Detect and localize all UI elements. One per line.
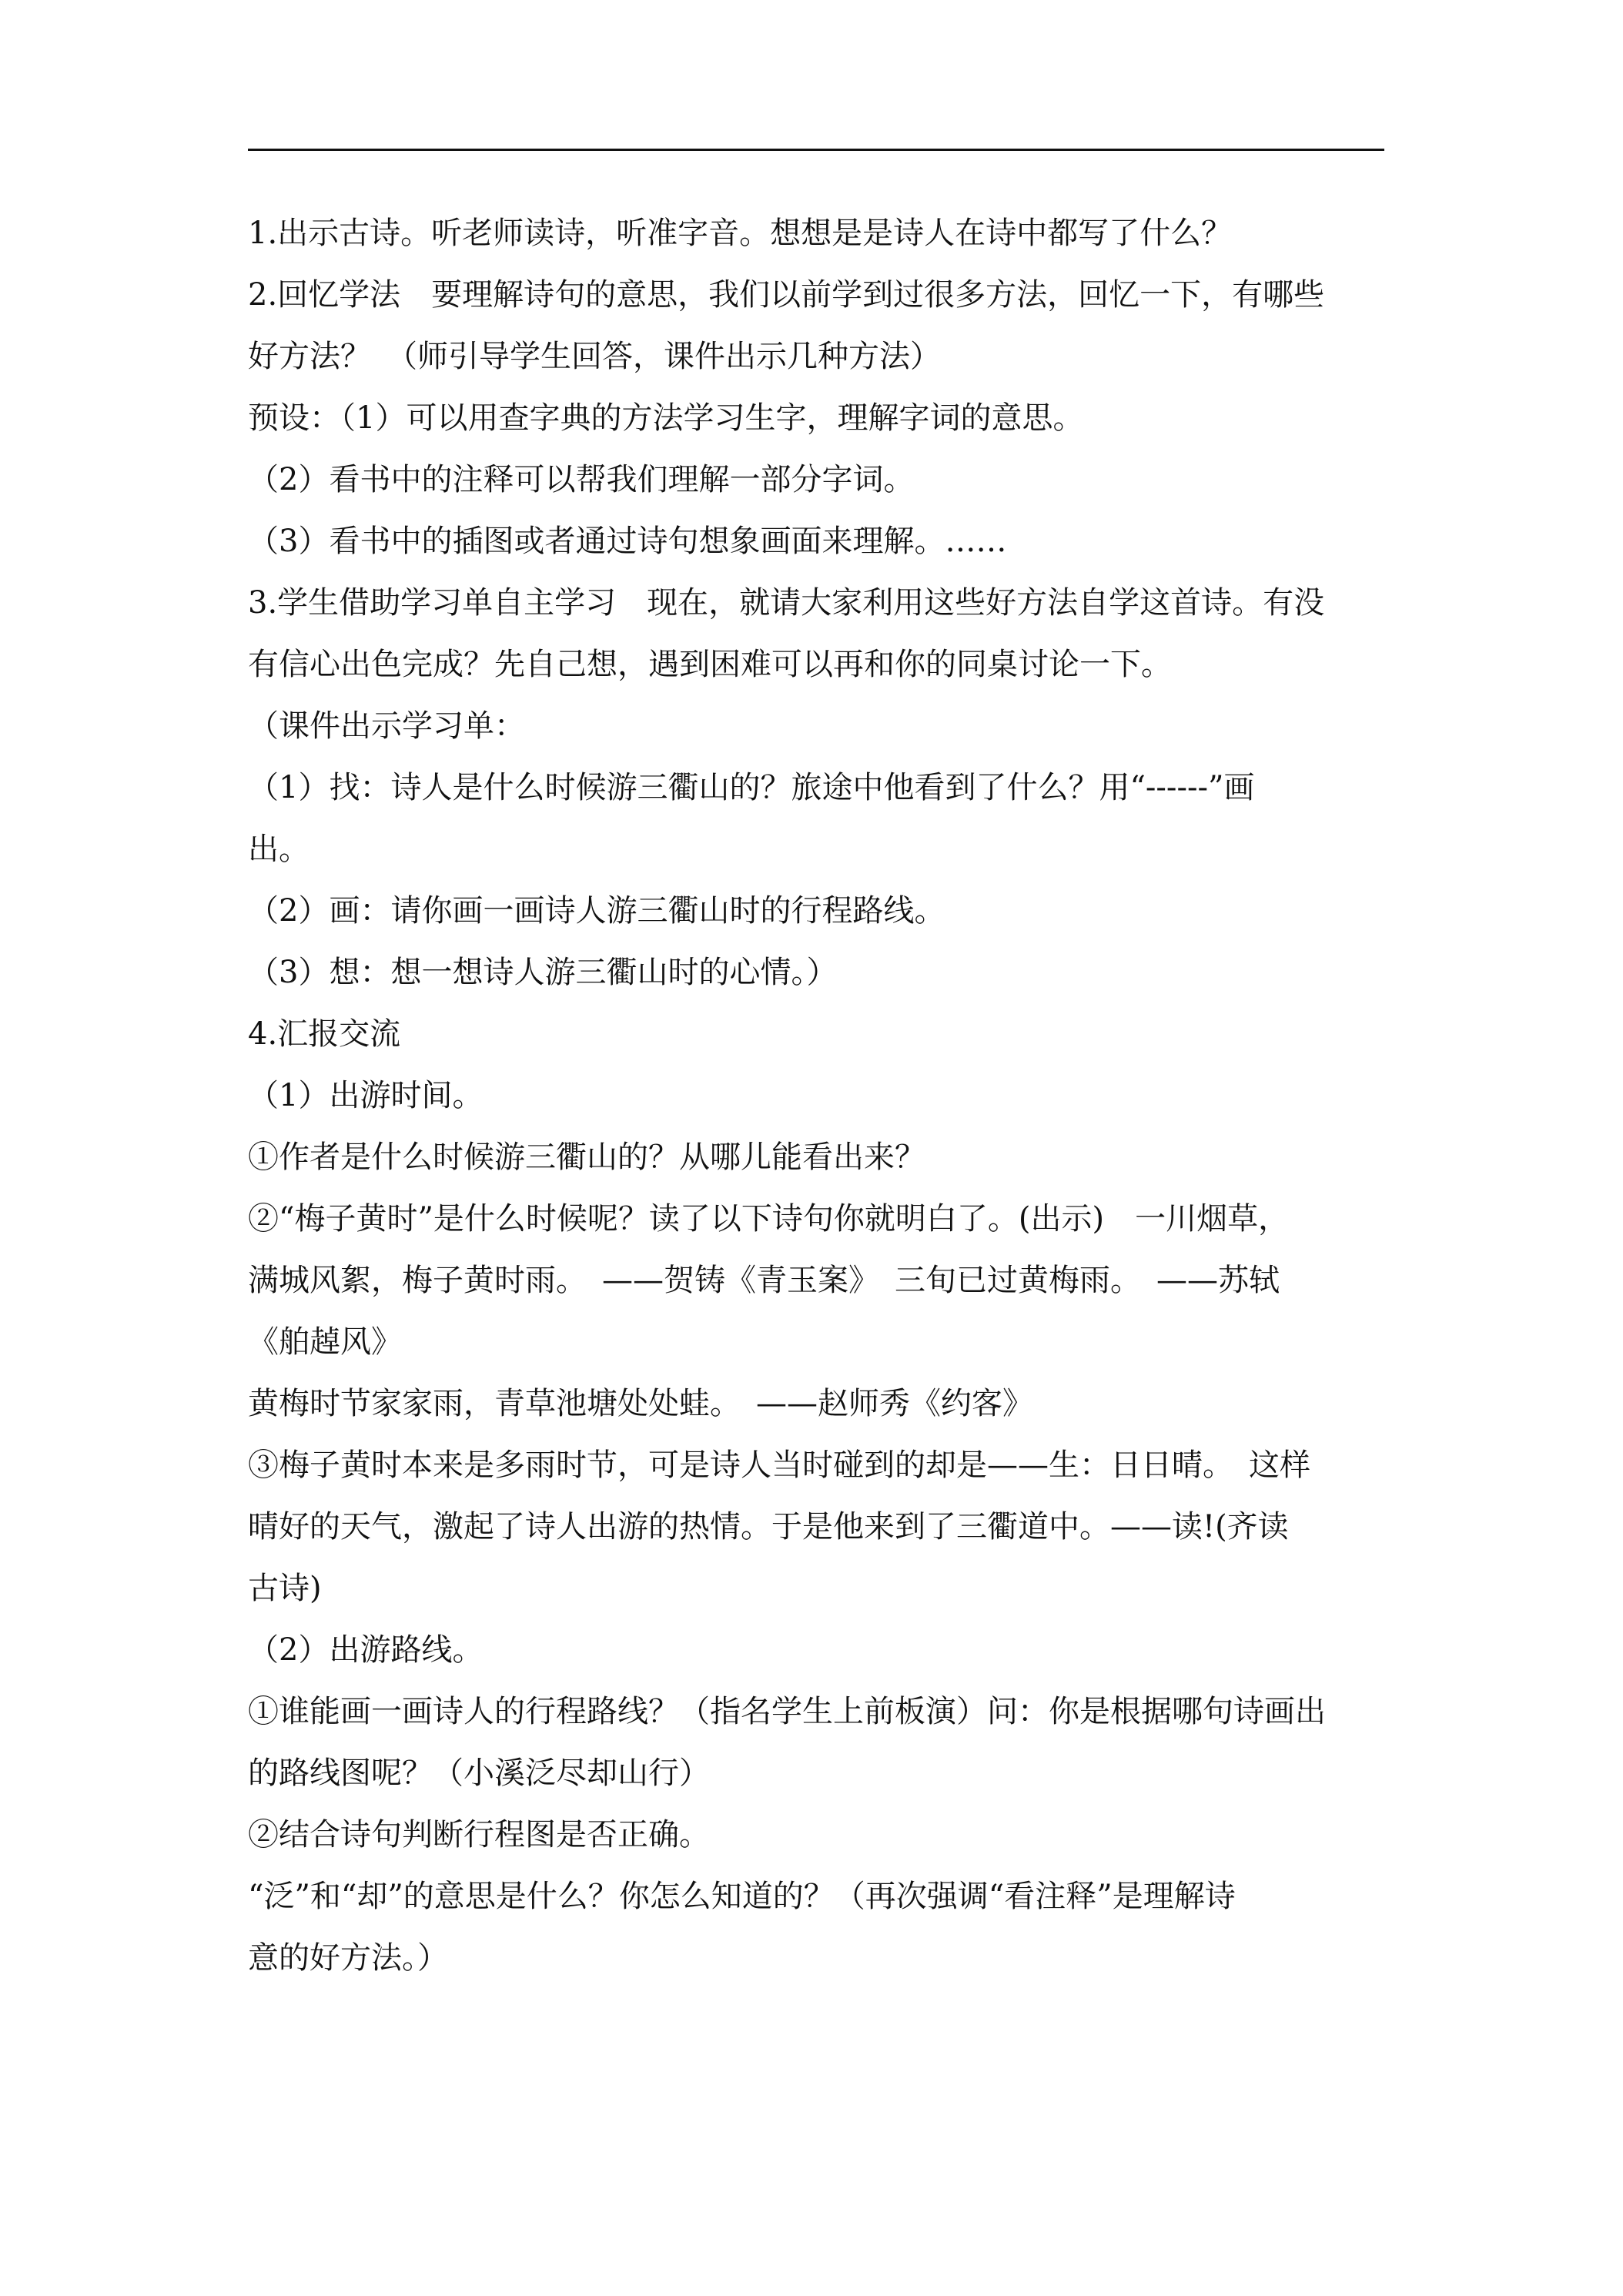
header-rule [248, 149, 1384, 151]
text-line: 出。 [248, 832, 310, 867]
text-line: 3.学生借助学习单自主学习 现在，就请大家利用这些好方法自学这首诗。有没 [248, 585, 1325, 621]
text-line: ②“梅子黄时”是什么时候呢？读了以下诗句你就明白了。(出示) 一川烟草， [248, 1201, 1290, 1237]
text-line: 古诗) [248, 1571, 322, 1606]
text-line: （1）出游时间。 [248, 1078, 484, 1113]
text-line: 意的好方法。） [248, 1940, 448, 1976]
document-body [248, 202, 1384, 1989]
text-line: ①作者是什么时候游三衢山的？从哪儿能看出来？ [248, 1140, 925, 1175]
text-line: 的路线图呢？（小溪泛尽却山行） [248, 1755, 710, 1791]
text-line: 有信心出色完成？先自己想，遇到困难可以再和你的同桌讨论一下。 [248, 647, 1172, 682]
text-line: （2）看书中的注释可以帮我们理解一部分字词。 [248, 462, 915, 497]
text-line: “泛”和“却”的意思是什么？你怎么知道的？（再次强调“看注释”是理解诗 [248, 1879, 1236, 1914]
text-line: （2）出游路线。 [248, 1632, 484, 1668]
text-line: （3）看书中的插图或者通过诗句想象画面来理解。…… [248, 524, 1007, 559]
text-line: （3）想：想一想诗人游三衢山时的心情。） [248, 955, 838, 990]
text-line: 满城风絮，梅子黄时雨。 ——贺铸《青玉案》 三旬已过黄梅雨。 ——苏轼 [248, 1263, 1280, 1298]
text-line: 《舶趠风》 [248, 1324, 402, 1360]
text-line: 预设：（1）可以用查字典的方法学习生字，理解字词的意思。 [248, 400, 1084, 436]
text-line: 2.回忆学法 要理解诗句的意思，我们以前学到过很多方法，回忆一下，有哪些 [248, 277, 1325, 313]
text-line: ③梅子黄时本来是多雨时节，可是诗人当时碰到的却是——生：日日晴。 这样 [248, 1448, 1310, 1483]
text-line: 1.出示古诗。听老师读诗，听准字音。想想是是诗人在诗中都写了什么？ [248, 216, 1233, 251]
text-line: （2）画：请你画一画诗人游三衢山时的行程路线。 [248, 893, 945, 929]
text-line: ②结合诗句判断行程图是否正确。 [248, 1817, 710, 1853]
text-line: 好方法？ （师引导学生回答，课件出示几种方法） [248, 339, 941, 374]
text-line: 晴好的天气，激起了诗人出游的热情。于是他来到了三衢道中。——读!(齐读 [248, 1509, 1289, 1545]
text-line: （课件出示学习单： [248, 708, 525, 744]
text-line: ①谁能画一画诗人的行程路线？（指名学生上前板演）问：你是根据哪句诗画出 [248, 1694, 1326, 1729]
text-line: 黄梅时节家家雨，青草池塘处处蛙。 ——赵师秀《约客》 [248, 1386, 1033, 1421]
text-line: （1）找：诗人是什么时候游三衢山的？旅途中他看到了什么？用“------”画 [248, 770, 1255, 805]
text-line: 4.汇报交流 [248, 1016, 401, 1052]
